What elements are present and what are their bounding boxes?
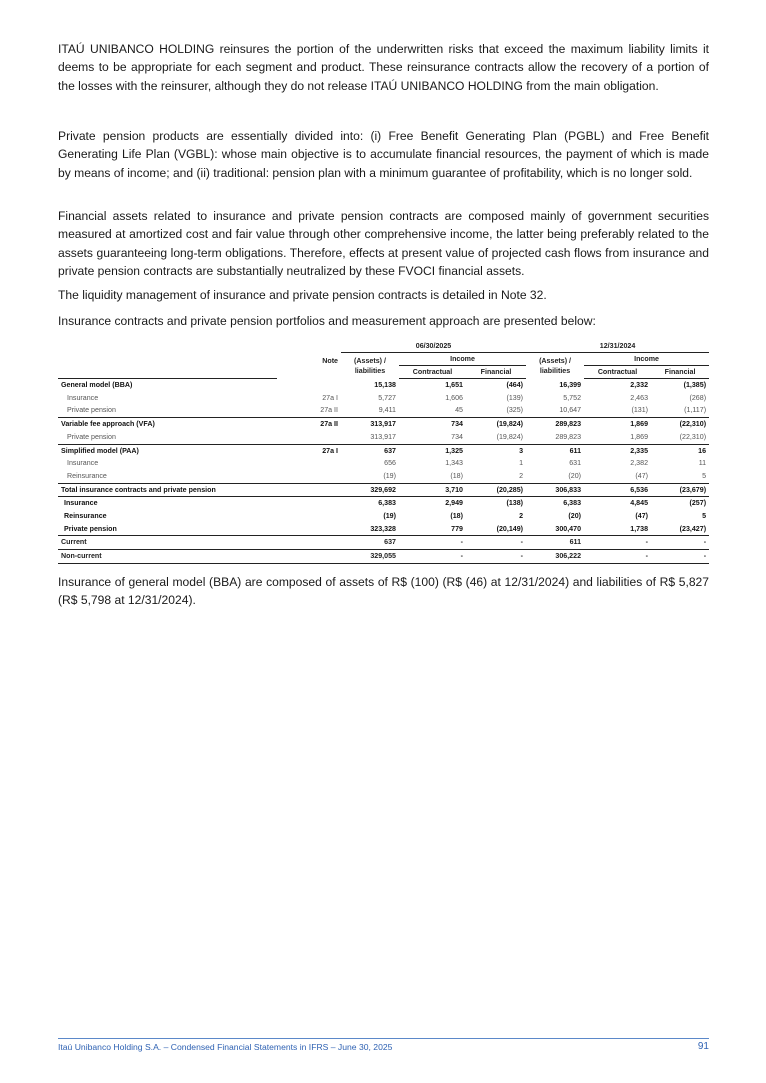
row-value: (139) [506, 393, 524, 402]
row-value: (23,427) [651, 523, 709, 536]
row-value: 779 [399, 523, 466, 536]
table-body [58, 379, 709, 564]
row-value: (47) [635, 512, 649, 521]
table-row [58, 497, 709, 510]
insurance-contracts-table [58, 340, 709, 564]
row-value: (19) [383, 512, 396, 521]
row-value: (47) [635, 471, 649, 480]
header-row-periods [58, 340, 709, 353]
header-assets-line2: liabilities [354, 366, 386, 375]
row-value: 5,752 [563, 393, 582, 402]
header-assets-line1: (Assets) / [354, 356, 386, 365]
row-value: (1,385) [683, 381, 707, 389]
row-value: 16 [698, 446, 707, 455]
table-row [58, 457, 709, 470]
table-row [58, 536, 709, 550]
header-income-2025: Income [399, 353, 526, 366]
row-value: 11 [698, 459, 707, 468]
row-label: Current [58, 536, 277, 550]
paragraph-reinsurance: ITAÚ UNIBANCO HOLDING reinsures the portion of the underwritten risks that exceed the maximum liability limits it deems to be appropriate for each segment and product. These reinsurance contracts allow the recovery of a portion of the losses with the reinsurer, although they do not release ITAÚ UNIBANCO HOLDING from the main obligation. [58, 42, 709, 93]
row-note [277, 510, 341, 523]
row-note [277, 536, 341, 550]
row-label: Reinsurance [67, 471, 107, 480]
row-value: - [584, 550, 651, 564]
row-note [277, 470, 341, 483]
row-value: 5,727 [378, 393, 396, 402]
header-contractual-2025: Contractual [399, 366, 466, 379]
row-value: 313,917 [370, 420, 396, 429]
header-income-2024: Income [584, 353, 709, 366]
row-label: Reinsurance [64, 512, 107, 521]
paragraph-bba-note: Insurance of general model (BBA) are composed of assets of R$ (100) (R$ (46) at 12/31/2024) and liabilities of R$ 5,827 (R$ 5,798 at 12/31/2024). [58, 575, 709, 608]
row-value: 734 [451, 432, 463, 441]
row-value: 2,463 [630, 393, 649, 402]
row-value: 637 [384, 446, 396, 455]
footer-divider [58, 1038, 709, 1039]
row-note [277, 379, 341, 392]
row-value: - [466, 550, 526, 564]
row-value: (138) [506, 499, 524, 508]
paragraph-private-pension: Private pension products are essentially divided into: (i) Free Benefit Generating Plan (PGBL) and Free Benefit Generating Life Plan (VGBL): whose main objective is to accumulate financial resources, the payment of which is made by means of income; and (ii) traditional: pension plan with a minimum guarantee of profitability, which is no longer sold. [58, 129, 709, 180]
row-value: 611 [569, 446, 582, 455]
row-value: 1,651 [445, 381, 463, 389]
row-value: 734 [451, 420, 463, 429]
header-row-income [58, 353, 709, 366]
row-value: 1,325 [445, 446, 463, 455]
row-note: 27a I [322, 393, 338, 402]
row-value: (1,117) [684, 406, 707, 415]
table-row [58, 392, 709, 405]
row-value: 6,536 [584, 483, 651, 497]
row-value: - [651, 536, 709, 550]
row-value: 15,138 [374, 380, 396, 389]
row-label: Private pension [67, 432, 116, 441]
row-value: - [584, 536, 651, 550]
row-value: 300,470 [526, 523, 584, 536]
table-row [58, 379, 709, 392]
row-value: (20,149) [466, 523, 526, 536]
row-value: 1,343 [445, 459, 463, 468]
paragraph-table-intro: Insurance contracts and private pension portfolios and measurement approach are presented below: [58, 314, 596, 328]
row-value: 2,949 [445, 499, 463, 508]
header-contractual-2024: Contractual [584, 366, 651, 379]
table-row [58, 418, 709, 431]
header-empty [58, 340, 277, 353]
header-empty [58, 353, 277, 366]
row-label: Private pension [67, 406, 116, 415]
row-value: (20,285) [466, 483, 526, 497]
row-value: 329,692 [341, 483, 399, 497]
header-assets-line1: (Assets) / [539, 356, 571, 365]
row-value: (20) [568, 471, 582, 480]
row-value: (257) [689, 499, 707, 508]
row-label: General model (BBA) [61, 381, 133, 389]
row-value: (22,310) [679, 432, 707, 441]
table-row [58, 470, 709, 483]
row-value: 313,917 [370, 432, 396, 441]
row-value: 631 [569, 459, 582, 468]
row-label: Variable fee approach (VFA) [61, 420, 155, 429]
row-value: (464) [506, 381, 524, 389]
header-assets-line2: liabilities [539, 366, 571, 375]
table-row [58, 523, 709, 536]
row-note [277, 523, 341, 536]
row-label: Non-current [58, 550, 277, 564]
page-number: 91 [697, 1041, 709, 1052]
table-row [58, 550, 709, 564]
row-value: 289,823 [555, 420, 582, 429]
row-label: Insurance [64, 499, 98, 508]
row-note: 27a II [320, 420, 338, 429]
row-label: Insurance [67, 459, 99, 468]
row-value: (19) [383, 471, 396, 480]
row-value: - [399, 550, 466, 564]
row-value: 5 [702, 512, 707, 521]
row-note [277, 483, 341, 497]
header-financial-2024: Financial [651, 366, 709, 379]
row-value: (131) [631, 406, 649, 415]
row-value: 611 [526, 536, 584, 550]
row-label: Insurance [67, 393, 99, 402]
row-value: 2,335 [630, 446, 649, 455]
table-row [58, 404, 709, 417]
row-value: (325) [506, 406, 524, 415]
row-value: 637 [341, 536, 399, 550]
table-row [58, 510, 709, 523]
row-value: 10,647 [559, 406, 582, 415]
row-value: (18) [450, 471, 463, 480]
row-note: 27a II [320, 406, 338, 415]
row-value: 45 [455, 406, 463, 415]
row-note [277, 497, 341, 510]
row-value: (22,310) [679, 420, 707, 429]
header-assets-liabilities-2024 [526, 353, 584, 379]
row-note [277, 431, 341, 444]
row-value: 2 [519, 471, 524, 480]
row-value: 329,055 [341, 550, 399, 564]
row-value: 9,411 [378, 406, 396, 415]
row-value: 323,328 [341, 523, 399, 536]
row-value: 1,869 [630, 432, 649, 441]
row-note [277, 457, 341, 470]
row-value: 1,738 [584, 523, 651, 536]
row-value: - [399, 536, 466, 550]
header-note: Note [322, 356, 338, 365]
row-note [277, 550, 341, 564]
row-value: 289,823 [555, 432, 582, 441]
row-value: (20) [568, 512, 582, 521]
row-value: 1,606 [445, 393, 463, 402]
row-value: 2,382 [630, 459, 649, 468]
row-value: 2,332 [630, 381, 649, 389]
header-period-2024: 12/31/2024 [526, 340, 709, 353]
row-label: Simplified model (PAA) [61, 446, 139, 455]
row-value: 6,383 [378, 499, 396, 508]
row-label: Total insurance contracts and private pension [58, 483, 277, 497]
header-assets-liabilities-2025 [341, 353, 399, 379]
row-value: 306,222 [526, 550, 584, 564]
header-empty [58, 366, 277, 379]
header-financial-2025: Financial [466, 366, 526, 379]
table-row [58, 444, 709, 457]
row-label: Private pension [58, 523, 277, 536]
row-value: 6,383 [563, 499, 582, 508]
row-value: (23,679) [651, 483, 709, 497]
row-value: 2 [519, 512, 524, 521]
row-value: (19,824) [496, 420, 524, 429]
row-note: 27a I [322, 446, 338, 455]
row-value: (268) [689, 393, 707, 402]
row-value: - [651, 550, 709, 564]
header-period-2025: 06/30/2025 [341, 340, 526, 353]
table-row [58, 483, 709, 497]
header-empty [277, 340, 341, 353]
row-value: 3 [519, 446, 524, 455]
paragraph-liquidity: The liquidity management of insurance and private pension contracts is detailed in Note 32. [58, 288, 547, 302]
row-value: 306,833 [526, 483, 584, 497]
row-value: 4,845 [630, 499, 649, 508]
row-value: - [466, 536, 526, 550]
row-value: 1,869 [630, 420, 649, 429]
row-value: 16,399 [559, 380, 582, 389]
row-value: (18) [450, 512, 463, 521]
paragraph-financial-assets: Financial assets related to insurance and private pension contracts are composed mainly of government securities measured at amortized cost and fair value through other comprehensive income, the latter being preferably related to the assets guaranteeing long-term obligations. Therefore, effects at present value of projected cash flows from insurance and private pension contracts are substantially neutralized by these FVOCI financial assets. [58, 209, 709, 279]
footer-document-title: Itaú Unibanco Holding S.A. – Condensed Financial Statements in IFRS – June 30, 2025 [58, 1042, 393, 1052]
row-value: 3,710 [399, 483, 466, 497]
table-row [58, 431, 709, 444]
row-value: 5 [702, 471, 707, 480]
row-value: 1 [519, 459, 524, 468]
row-value: (19,824) [496, 432, 524, 441]
row-value: 656 [384, 459, 396, 468]
